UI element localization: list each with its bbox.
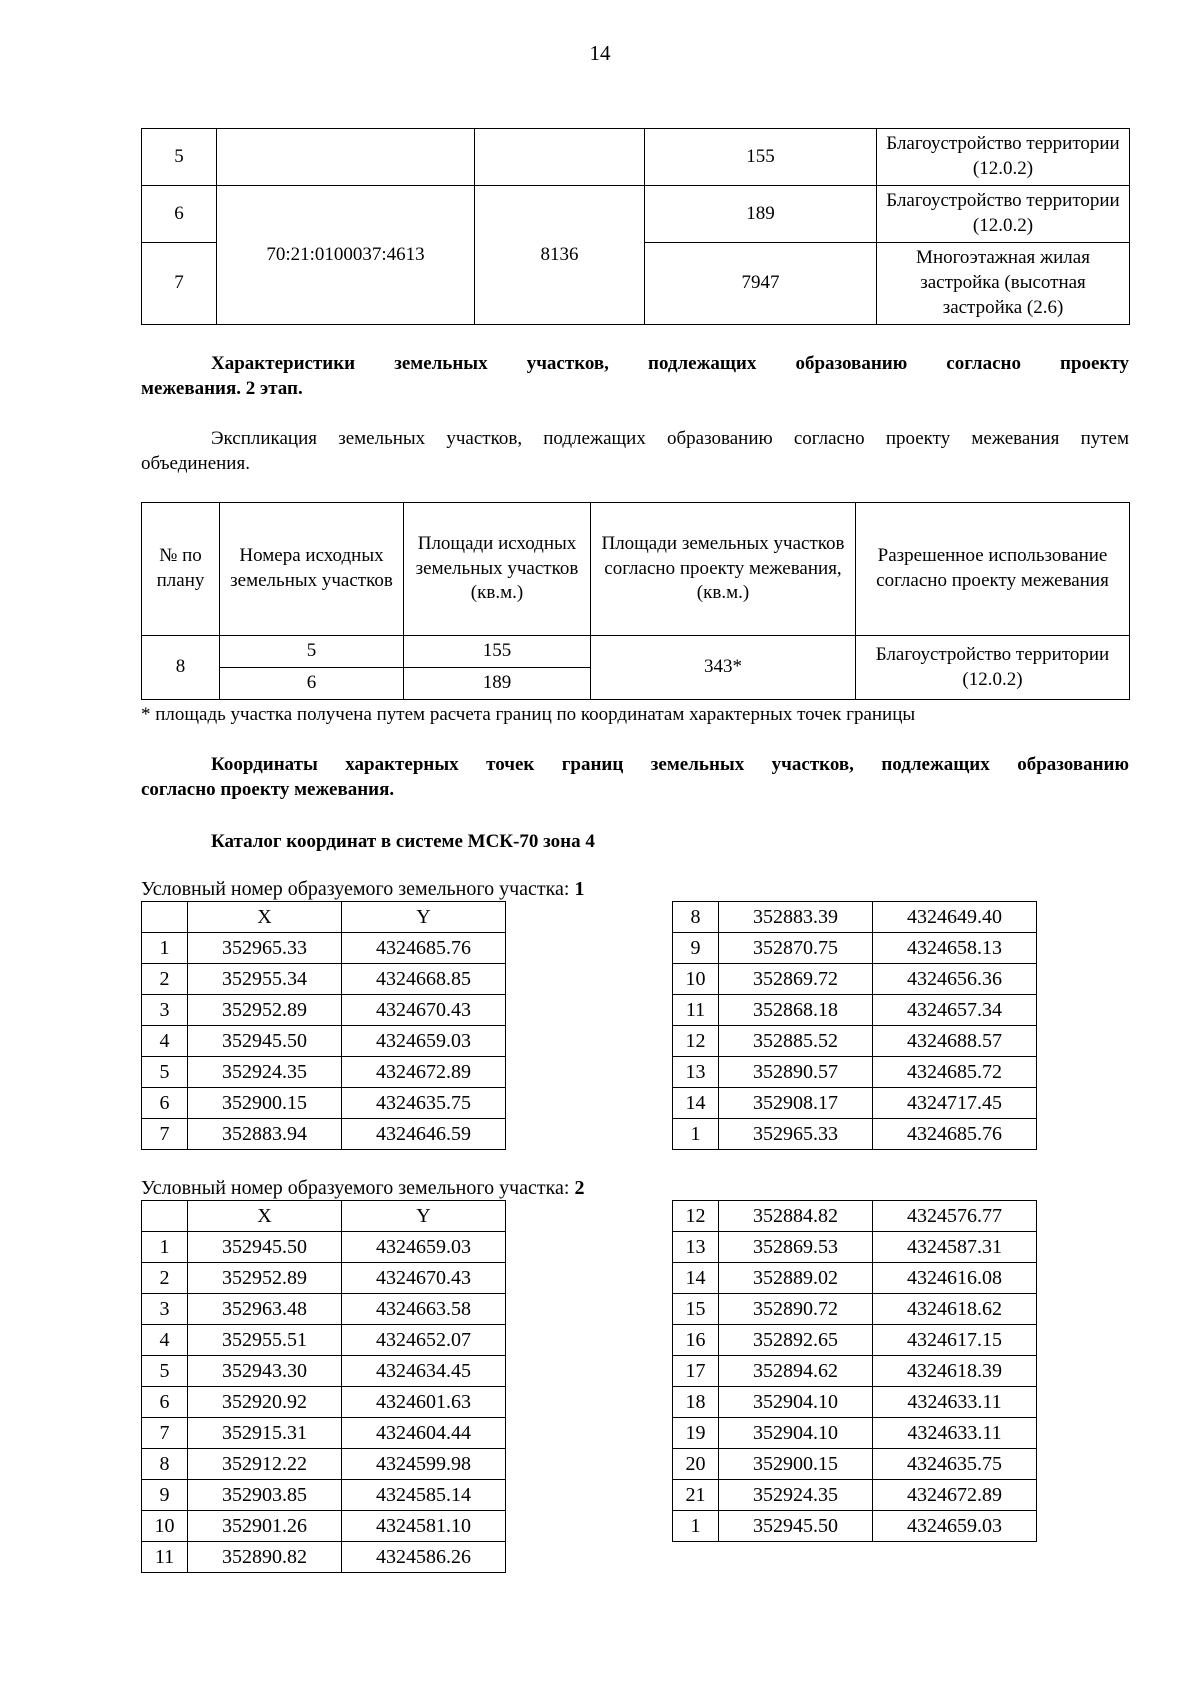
point-number: 5 — [142, 1057, 188, 1088]
table-row — [142, 1325, 506, 1356]
table-row — [142, 1418, 506, 1449]
coord-y: 4324633.11 — [873, 1418, 1037, 1449]
table-row — [673, 1263, 1037, 1294]
table-row — [142, 1119, 506, 1150]
coord-x: 352955.34 — [188, 964, 342, 995]
permitted-use: Многоэтажная жилая застройка (высотная застройка (2.6) — [877, 243, 1130, 325]
col-header-y: Y — [342, 902, 506, 933]
point-number: 12 — [673, 1201, 719, 1232]
new-area: 155 — [645, 129, 877, 186]
table-row — [142, 1057, 506, 1088]
catalog-heading: Каталог координат в системе МСК-70 зона 4 — [211, 831, 595, 852]
point-number: 20 — [673, 1449, 719, 1480]
coord-x: 352883.94 — [188, 1119, 342, 1150]
table-row — [673, 995, 1037, 1026]
coord-y: 4324688.57 — [873, 1026, 1037, 1057]
coord-x: 352903.85 — [188, 1480, 342, 1511]
new-area: 343* — [591, 636, 856, 700]
point-number: 16 — [673, 1325, 719, 1356]
table-row — [142, 995, 506, 1026]
coord-x: 352963.48 — [188, 1294, 342, 1325]
section-heading-stage2-cont: межевания. 2 этап. — [141, 378, 303, 399]
explication-paragraph: Экспликация земельных участков, подлежащих образованию согласно проекту межевания путем — [211, 428, 1129, 449]
coord-x: 352890.72 — [719, 1294, 873, 1325]
point-number: 21 — [673, 1480, 719, 1511]
table-row — [673, 1232, 1037, 1263]
table-row — [142, 186, 1130, 243]
coord-y: 4324581.10 — [342, 1511, 506, 1542]
table-row — [142, 1511, 506, 1542]
point-number: 2 — [142, 1263, 188, 1294]
plot-label-number: 1 — [574, 878, 585, 900]
plot1-label — [141, 876, 585, 902]
point-number: 3 — [142, 1294, 188, 1325]
point-number: 11 — [673, 995, 719, 1026]
table-row — [673, 1356, 1037, 1387]
coord-x: 352915.31 — [188, 1418, 342, 1449]
table-row — [142, 1480, 506, 1511]
point-number: 2 — [142, 964, 188, 995]
coord-y: 4324635.75 — [873, 1449, 1037, 1480]
coord-y: 4324587.31 — [873, 1232, 1037, 1263]
coord-y: 4324646.59 — [342, 1119, 506, 1150]
coord-y: 4324668.85 — [342, 964, 506, 995]
coord-y: 4324659.03 — [342, 1026, 506, 1057]
coord-y: 4324717.45 — [873, 1088, 1037, 1119]
col-header-num — [142, 902, 188, 933]
coord-y: 4324658.13 — [873, 933, 1037, 964]
table-row — [673, 1119, 1037, 1150]
plot1-coords-left — [141, 901, 506, 1150]
coord-y: 4324585.14 — [342, 1480, 506, 1511]
plot-label-text: Условный номер образуемого земельного участка: — [141, 1177, 570, 1199]
coord-x: 352869.72 — [719, 964, 873, 995]
point-number: 18 — [673, 1387, 719, 1418]
coord-y: 4324635.75 — [342, 1088, 506, 1119]
table-row — [673, 1201, 1037, 1232]
point-number: 14 — [673, 1088, 719, 1119]
coord-y: 4324601.63 — [342, 1387, 506, 1418]
coord-x: 352892.65 — [719, 1325, 873, 1356]
table-row — [142, 1294, 506, 1325]
col-header-new-areas: Площади земельных участков согласно проекту межевания, (кв.м.) — [591, 503, 856, 636]
cadastral-number — [217, 129, 475, 186]
coordinates-heading-cont: согласно проекту межевания. — [141, 779, 395, 800]
point-number: 1 — [673, 1119, 719, 1150]
plot-number: 5 — [142, 129, 217, 186]
coord-y: 4324616.08 — [873, 1263, 1037, 1294]
coord-y: 4324618.62 — [873, 1294, 1037, 1325]
coord-y: 4324634.45 — [342, 1356, 506, 1387]
section-heading-stage2: Характеристики земельных участков, подлежащих образованию согласно проекту — [211, 353, 1129, 374]
table-row — [673, 1387, 1037, 1418]
coord-y: 4324670.43 — [342, 1263, 506, 1294]
coord-x: 352943.30 — [188, 1356, 342, 1387]
plan-number: 8 — [142, 636, 220, 700]
col-header-source-numbers: Номера исходных земельных участков — [220, 503, 404, 636]
point-number: 7 — [142, 1418, 188, 1449]
col-header-plan-number: № по плану — [142, 503, 220, 636]
table-row — [142, 933, 506, 964]
point-number: 10 — [142, 1511, 188, 1542]
plot-number: 6 — [142, 186, 217, 243]
coord-x: 352952.89 — [188, 995, 342, 1026]
cadastral-number: 70:21:0100037:4613 — [217, 186, 475, 325]
coord-x: 352869.53 — [719, 1232, 873, 1263]
merge-table — [141, 502, 1130, 700]
coord-y: 4324672.89 — [342, 1057, 506, 1088]
coord-y: 4324685.72 — [873, 1057, 1037, 1088]
col-header-y: Y — [342, 1201, 506, 1232]
coord-x: 352924.35 — [719, 1480, 873, 1511]
point-number: 12 — [673, 1026, 719, 1057]
point-number: 10 — [673, 964, 719, 995]
point-number: 1 — [673, 1511, 719, 1542]
table-row — [673, 1026, 1037, 1057]
plot2-label — [141, 1175, 585, 1201]
col-header-x: X — [188, 902, 342, 933]
source-area — [475, 129, 645, 186]
coord-x: 352883.39 — [719, 902, 873, 933]
coord-y: 4324659.03 — [873, 1511, 1037, 1542]
table-row — [142, 129, 1130, 186]
coord-x: 352952.89 — [188, 1263, 342, 1294]
plot-label-number: 2 — [574, 1177, 585, 1199]
table-row — [673, 1057, 1037, 1088]
coord-y: 4324617.15 — [873, 1325, 1037, 1356]
table-row — [673, 1418, 1037, 1449]
point-number: 1 — [142, 1232, 188, 1263]
table-row — [142, 1232, 506, 1263]
coord-x: 352901.26 — [188, 1511, 342, 1542]
coord-x: 352890.57 — [719, 1057, 873, 1088]
coord-x: 352884.82 — [719, 1201, 873, 1232]
footnote: * площадь участка получена путем расчета границ по координатам характерных точек границы — [141, 704, 916, 725]
point-number: 9 — [673, 933, 719, 964]
table-row — [142, 1387, 506, 1418]
point-number: 4 — [142, 1325, 188, 1356]
plot2-coords-right — [672, 1200, 1037, 1542]
coord-y: 4324633.11 — [873, 1387, 1037, 1418]
point-number: 7 — [142, 1119, 188, 1150]
coord-x: 352965.33 — [719, 1119, 873, 1150]
col-header-x: X — [188, 1201, 342, 1232]
source-area: 8136 — [475, 186, 645, 325]
explication-paragraph-cont: объединения. — [141, 453, 250, 474]
coord-x: 352894.62 — [719, 1356, 873, 1387]
source-number: 5 — [220, 636, 404, 668]
permitted-use: Благоустройство территории (12.0.2) — [877, 186, 1130, 243]
point-number: 13 — [673, 1057, 719, 1088]
coord-y: 4324576.77 — [873, 1201, 1037, 1232]
coord-y: 4324618.39 — [873, 1356, 1037, 1387]
table-row — [142, 636, 1130, 668]
point-number: 9 — [142, 1480, 188, 1511]
point-number: 15 — [673, 1294, 719, 1325]
table-row — [673, 1511, 1037, 1542]
point-number: 4 — [142, 1026, 188, 1057]
coord-x: 352945.50 — [188, 1026, 342, 1057]
coord-x: 352904.10 — [719, 1418, 873, 1449]
point-number: 19 — [673, 1418, 719, 1449]
coord-y: 4324599.98 — [342, 1449, 506, 1480]
plot1-coords-right — [672, 901, 1037, 1150]
coord-x: 352889.02 — [719, 1263, 873, 1294]
point-number: 8 — [673, 902, 719, 933]
table-header-row — [142, 503, 1130, 636]
new-area: 7947 — [645, 243, 877, 325]
coord-x: 352890.82 — [188, 1542, 342, 1573]
coord-y: 4324649.40 — [873, 902, 1037, 933]
table-row — [142, 1263, 506, 1294]
point-number: 6 — [142, 1088, 188, 1119]
table-row — [673, 902, 1037, 933]
plot2-coords-left — [141, 1200, 506, 1573]
coord-y: 4324604.44 — [342, 1418, 506, 1449]
coord-y: 4324586.26 — [342, 1542, 506, 1573]
point-number: 17 — [673, 1356, 719, 1387]
coord-x: 352945.50 — [188, 1232, 342, 1263]
coord-y: 4324672.89 — [873, 1480, 1037, 1511]
coord-x: 352908.17 — [719, 1088, 873, 1119]
point-number: 6 — [142, 1387, 188, 1418]
coord-y: 4324652.07 — [342, 1325, 506, 1356]
coord-x: 352885.52 — [719, 1026, 873, 1057]
coord-x: 352900.15 — [719, 1449, 873, 1480]
table-row — [142, 1088, 506, 1119]
table-header-row — [142, 1201, 506, 1232]
coord-y: 4324670.43 — [342, 995, 506, 1026]
table-row — [673, 1294, 1037, 1325]
coord-y: 4324657.34 — [873, 995, 1037, 1026]
table-row — [673, 1449, 1037, 1480]
table-row — [142, 1449, 506, 1480]
point-number: 8 — [142, 1449, 188, 1480]
coord-x: 352870.75 — [719, 933, 873, 964]
page-number: 14 — [589, 41, 611, 65]
col-header-permitted-use: Разрешенное использование согласно проекту межевания — [856, 503, 1130, 636]
coord-x: 352920.92 — [188, 1387, 342, 1418]
source-area: 189 — [404, 668, 591, 700]
table-row — [142, 1026, 506, 1057]
plot-number: 7 — [142, 243, 217, 325]
permitted-use: Благоустройство территории (12.0.2) — [877, 129, 1130, 186]
table-row — [673, 1325, 1037, 1356]
table-row — [142, 964, 506, 995]
table-row — [673, 933, 1037, 964]
coord-x: 352924.35 — [188, 1057, 342, 1088]
col-header-source-areas: Площади исходных земельных участков (кв.м.) — [404, 503, 591, 636]
table-row — [142, 1542, 506, 1573]
point-number: 13 — [673, 1232, 719, 1263]
coord-x: 352904.10 — [719, 1387, 873, 1418]
coord-y: 4324685.76 — [873, 1119, 1037, 1150]
source-number: 6 — [220, 668, 404, 700]
point-number: 14 — [673, 1263, 719, 1294]
plots-table-continued — [141, 128, 1130, 325]
coord-x: 352900.15 — [188, 1088, 342, 1119]
coord-y: 4324656.36 — [873, 964, 1037, 995]
point-number: 11 — [142, 1542, 188, 1573]
table-header-row — [142, 902, 506, 933]
table-row — [673, 964, 1037, 995]
coord-x: 352868.18 — [719, 995, 873, 1026]
point-number: 3 — [142, 995, 188, 1026]
point-number: 1 — [142, 933, 188, 964]
plot-label-text: Условный номер образуемого земельного участка: — [141, 878, 570, 900]
col-header-num — [142, 1201, 188, 1232]
permitted-use: Благоустройство территории (12.0.2) — [856, 636, 1130, 700]
coord-x: 352912.22 — [188, 1449, 342, 1480]
coord-y: 4324663.58 — [342, 1294, 506, 1325]
coord-x: 352955.51 — [188, 1325, 342, 1356]
new-area: 189 — [645, 186, 877, 243]
table-row — [673, 1480, 1037, 1511]
table-row — [142, 1356, 506, 1387]
point-number: 5 — [142, 1356, 188, 1387]
coord-y: 4324659.03 — [342, 1232, 506, 1263]
coord-y: 4324685.76 — [342, 933, 506, 964]
table-row — [673, 1088, 1037, 1119]
coord-x: 352945.50 — [719, 1511, 873, 1542]
coordinates-heading: Координаты характерных точек границ земельных участков, подлежащих образованию — [211, 754, 1129, 775]
coord-x: 352965.33 — [188, 933, 342, 964]
source-area: 155 — [404, 636, 591, 668]
